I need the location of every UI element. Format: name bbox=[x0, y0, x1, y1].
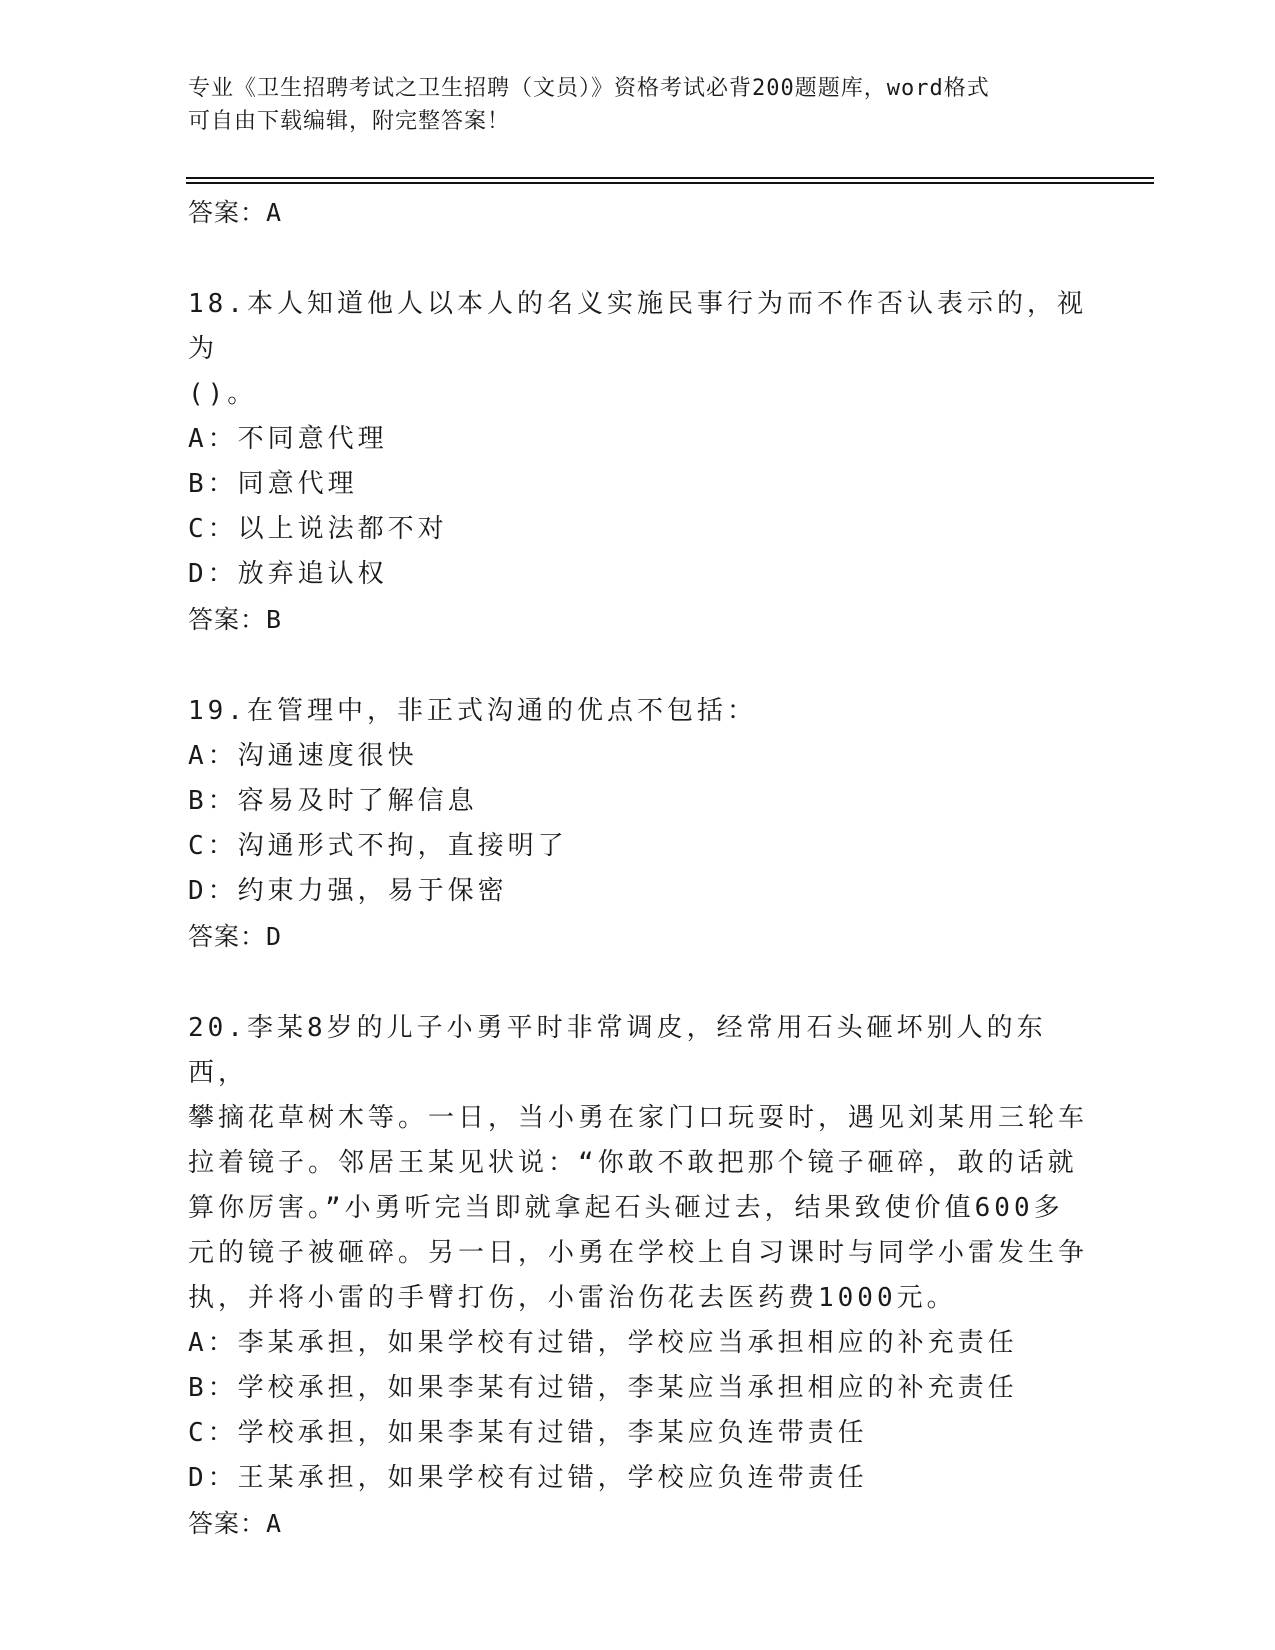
header-rule-bottom bbox=[186, 182, 1154, 184]
document-body bbox=[188, 190, 1088, 1547]
header-rule-top bbox=[186, 177, 1154, 179]
answer-20: 答案：A bbox=[188, 1509, 283, 1538]
question-stem-line: 元的镜子被砸碎。另一日，小勇在学校上自习课时与同学小雷发生争 bbox=[188, 1238, 1089, 1268]
option-d: D：放弃追认权 bbox=[188, 559, 388, 589]
question-19 bbox=[188, 689, 1088, 960]
option-d: D：王某承担，如果学校有过错，学校应负连带责任 bbox=[188, 1463, 868, 1493]
option-b: B：学校承担，如果李某有过错，李某应当承担相应的补充责任 bbox=[188, 1373, 1018, 1403]
question-20 bbox=[188, 1006, 1088, 1547]
answer-19: 答案：D bbox=[188, 922, 283, 951]
question-stem bbox=[188, 1006, 1088, 1321]
question-stem-line: ()。 bbox=[188, 379, 258, 409]
option-b: B：容易及时了解信息 bbox=[188, 786, 478, 816]
question-stem-line: 20.李某8岁的儿子小勇平时非常调皮，经常用石头砸坏别人的东西， bbox=[188, 1013, 1047, 1088]
question-stem-line: 拉着镜子。邻居王某见状说：“你敢不敢把那个镜子砸碎，敢的话就 bbox=[188, 1148, 1078, 1178]
option-a: A：沟通速度很快 bbox=[188, 741, 418, 771]
header-line-2: 可自由下载编辑，附完整答案！ bbox=[188, 109, 511, 134]
option-c: C：沟通形式不拘，直接明了 bbox=[188, 831, 568, 861]
document-header bbox=[188, 72, 1078, 138]
option-a: A：李某承担，如果学校有过错，学校应当承担相应的补充责任 bbox=[188, 1328, 1018, 1358]
option-c: C：以上说法都不对 bbox=[188, 514, 448, 544]
question-stem-line: 算你厉害。”小勇听完当即就拿起石头砸过去，结果致使价值600多 bbox=[188, 1193, 1064, 1223]
question-stem-line: 执，并将小雷的手臂打伤，小雷治伤花去医药费1000元。 bbox=[188, 1283, 957, 1313]
question-stem-line: 攀摘花草树木等。一日，当小勇在家门口玩耍时，遇见刘某用三轮车 bbox=[188, 1103, 1089, 1133]
question-stem: 19.在管理中，非正式沟通的优点不包括： bbox=[188, 696, 757, 726]
question-stem-line: 18.本人知道他人以本人的名义实施民事行为而不作否认表示的，视为 bbox=[188, 289, 1087, 364]
question-stem bbox=[188, 282, 1088, 417]
option-d: D：约束力强，易于保密 bbox=[188, 876, 508, 906]
option-b: B：同意代理 bbox=[188, 469, 358, 499]
option-a: A：不同意代理 bbox=[188, 424, 388, 454]
header-line-1: 专业《卫生招聘考试之卫生招聘（文员）》资格考试必背200题题库，word格式 bbox=[188, 76, 990, 101]
option-c: C：学校承担，如果李某有过错，李某应负连带责任 bbox=[188, 1418, 868, 1448]
answer-17: 答案：A bbox=[188, 198, 283, 227]
answer-18: 答案：B bbox=[188, 605, 283, 634]
question-18 bbox=[188, 282, 1088, 643]
